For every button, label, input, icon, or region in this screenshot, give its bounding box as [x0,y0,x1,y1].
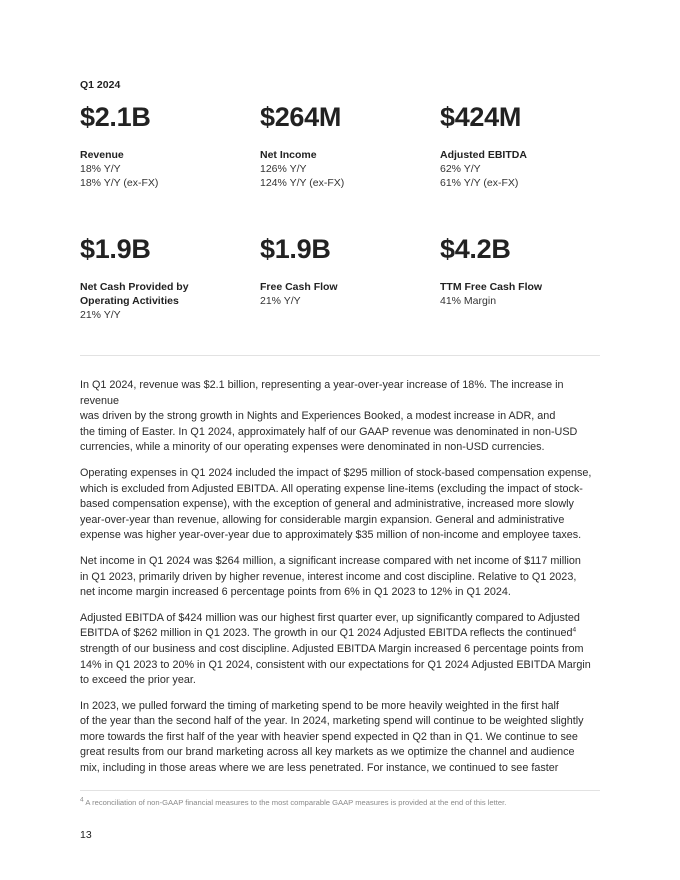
metric-label [80,148,255,162]
metric-value: $1.9B [80,234,151,264]
metric-label-line: Net Cash Provided by [80,281,189,293]
metric-sub [440,294,615,308]
metric-value: $1.9B [260,234,331,264]
metric-label-line: Revenue [80,149,124,161]
metric-sub [80,162,255,190]
metric-sub-line: 21% Y/Y [260,295,301,307]
footnote-marker: 4 [80,796,84,804]
metric-label-line: TTM Free Cash Flow [440,281,543,293]
footnote-text: A reconciliation of non-GAAP financial measures to the most comparable GAAP measures is provided at the end of this letter. [85,798,507,807]
paragraph-net-income: Net income in Q1 2024 was $264 million, a significant increase compared with net income of $117 million in Q1 2023, primarily driven by higher revenue, interest income and cost discipline. Relative to Q1 2023, net income margin increased 6 percentage points from 6% in Q1 2023 to 12% in Q1 2024. [80,554,581,599]
metric-value: $264M [260,102,342,132]
metric-value: $4.2B [440,234,511,264]
footnote-reference: 4 [572,626,577,634]
metric-label [260,148,435,162]
metric-sub [440,162,615,190]
metric-label [260,280,435,294]
metric-label-line: Adjusted EBITDA [440,149,527,161]
paragraph-revenue: In Q1 2024, revenue was $2.1 billion, representing a year-over-year increase of 18%. The increase in revenue was driven by the strong growth in Nights and Experiences Booked, a modest increase in ADR, and the timing of Easter. In Q1 2024, approximately half of our GAAP revenue was denominated in non-USD currencies, while a minority of our operating expenses were denominated in non-USD currencies. [80,379,578,454]
section-divider [80,355,600,356]
paragraph-marketing: In 2023, we pulled forward the timing of marketing spend to be more heavily weighted in the first half of the year than the second half of the year. In 2024, marketing spend will continue to be weighted slightly more towards the first half of the year with heavier spend expected in Q2 than in Q1. We continue to see great results from our brand marketing across all key markets as we optimize the channel and audience mix, including in those areas where we are less penetrated. For instance, we continued to see faster [80,699,584,775]
metric-sub [260,162,435,190]
metric-sub [80,308,255,322]
metric-sub-line: 18% Y/Y [80,163,121,175]
metric-label-line: Free Cash Flow [260,281,338,293]
metric-sub-line: 41% Margin [440,295,497,307]
metric-sub-line: 61% Y/Y (ex-FX) [440,177,519,189]
metric-value: $424M [440,102,522,132]
metric-operating-cash [80,233,255,322]
metric-sub-line: 124% Y/Y (ex-FX) [260,177,345,189]
metric-label [440,280,615,294]
paragraph-adjusted-ebitda: Adjusted EBITDA of $424 million was our highest first quarter ever, up significantly compared to Adjusted EBITDA of $262 million in Q1 2023. The growth in our Q1 2024 Adjusted EBITDA reflects the continued$^4$ strength of our business and cost discipline. Adjusted EBITDA Margin increased 6 percentage points from 14% in Q1 2023 to 20% in Q1 2024, consistent with our expectations for Q1 2024 Adjusted EBITDA Margin to exceed the prior year. [80,611,591,687]
metric-label [440,148,615,162]
metric-sub-line: 126% Y/Y [260,163,307,175]
metric-sub-line: 21% Y/Y [80,309,121,321]
metric-free-cash-flow [260,233,435,308]
page-number: 13 [80,829,92,841]
metric-ttm-free-cash-flow [440,233,615,308]
footnote-divider [80,790,600,791]
metric-net-income [260,101,435,190]
metric-sub [260,294,435,308]
metric-label-line: Operating Activities [80,295,179,307]
paragraph-operating-expenses: Operating expenses in Q1 2024 included the impact of $295 million of stock-based compensation expense, which is excluded from Adjusted EBITDA. All operating expense line-items (excluding the impact of stock- based compensation expense), with the exception of general and administrative, increased more slowly year-over-year than revenue, allowing for considerable margin expansion. General and administrative expense was higher year-over-year due to approximately $35 million of non-income and employee taxes. [80,466,592,542]
metric-label-line: Net Income [260,149,317,161]
body-text [80,378,602,787]
metric-sub-line: 18% Y/Y (ex-FX) [80,177,159,189]
metric-label [80,280,255,308]
metric-sub-line: 62% Y/Y [440,163,481,175]
period-label: Q1 2024 [80,79,121,91]
metric-adjusted-ebitda [440,101,615,190]
footnote [80,798,600,807]
metric-revenue [80,101,255,190]
metric-value: $2.1B [80,102,151,132]
